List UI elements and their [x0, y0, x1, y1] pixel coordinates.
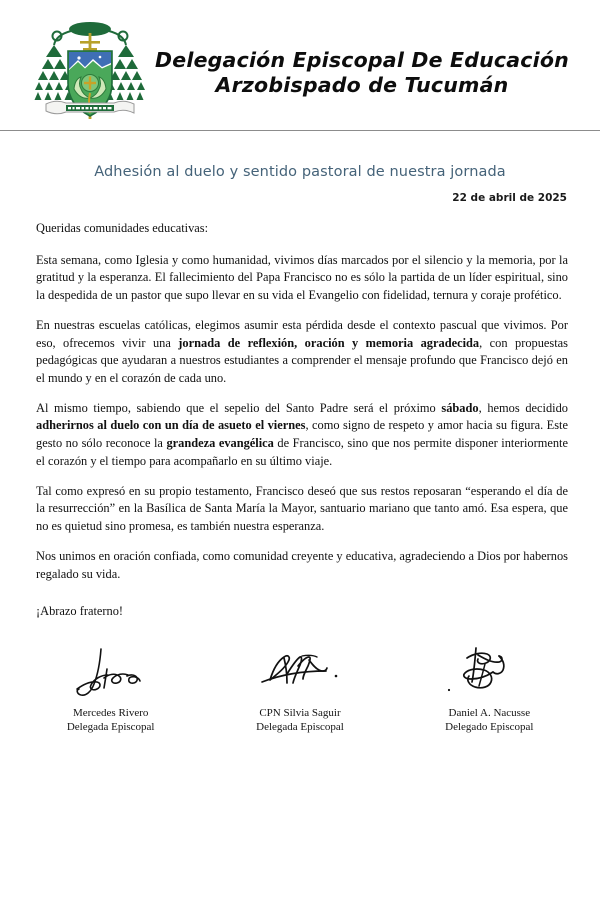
document-header	[0, 0, 600, 128]
emphasis-run: adherirnos al duelo con un día de asueto el viernes	[36, 418, 306, 433]
text-run: Al mismo tiempo, sabiendo que el sepelio del Santo Padre será el próximo	[36, 400, 442, 415]
paragraph-host	[36, 252, 568, 584]
signature-entry	[36, 648, 185, 735]
header-title-line-2: Arzobispado de Tucumán	[215, 73, 509, 97]
signature-mark-icon	[225, 644, 374, 700]
text-run: Tal como expresó en su propio testamento, Francisco deseó que sus restos reposaran “esperando el día de la resurrección” en la Basílica de Santa María la Mayor, santuario mariano que tanto amó. Esa espera, que no es quietud sino promesa, es también nuestra esperanza.	[36, 483, 568, 534]
signature-mark-icon	[36, 648, 185, 704]
text-run: En nuestras escuelas católicas, elegimos asumir esta pérdida desde el contexto pascual que vivimos. Por eso, ofrecemos vivir una	[36, 317, 568, 350]
emphasis-run: grandeza evangélica	[166, 436, 274, 451]
text-run: Esta semana, como Iglesia y como humanidad, vivimos días marcados por el silencio y la memoria, por la gratitud y la esperanza. El fallecimiento del Papa Francisco no es sólo la partida de un líder espiritual, sino la despedida de un pastor que supo llevar en su vida el Evangelio con fidelidad, ternura y coraje profético.	[36, 252, 568, 302]
body-paragraph	[36, 483, 568, 536]
text-run: , hemos decidido	[478, 400, 568, 415]
header-divider	[0, 130, 600, 131]
signature-name: Daniel A. Nacusse	[448, 707, 531, 719]
signature-block	[0, 648, 600, 735]
header-title-line-1: Delegación Episcopal De Educación	[155, 48, 569, 72]
signature-name: CPN Silvia Saguir	[259, 707, 341, 719]
signature-mark-icon	[415, 646, 564, 702]
signature-name: Mercedes Rivero	[72, 707, 149, 719]
signature-role: Delegada Episcopal	[66, 721, 155, 734]
closing-line: ¡Abrazo fraterno!	[36, 604, 124, 619]
body-paragraph	[36, 317, 568, 387]
signature-entry	[415, 648, 564, 735]
signature-entry	[225, 648, 374, 735]
body-paragraph	[36, 400, 568, 470]
document-body	[36, 220, 568, 621]
text-run: , como signo de respeto y amor hacia su figura. Este gesto no sólo reconoce la	[36, 418, 568, 451]
coat-of-arms-icon	[30, 19, 150, 127]
document-title: Adhesión al duelo y sentido pastoral de nuestra jornada	[94, 164, 506, 180]
text-run: de Francisco, sino que nos permite disponer interiormente el corazón y el tiempo para acompañarlo en su último viaje.	[36, 436, 569, 468]
signature-role: Delegada Episcopal	[256, 721, 344, 734]
salutation: Queridas comunidades educativas:	[36, 221, 209, 235]
body-paragraph	[36, 252, 568, 305]
document-date: 22 de abril de 2025	[452, 192, 567, 204]
emphasis-run: sábado	[441, 400, 479, 415]
body-paragraph	[36, 548, 568, 583]
text-run: , con propuestas pedagógicas que ayudaran a nuestros estudiantes a comprender el mensaje profundo que Francisco dejó en el mundo y en el corazón de cada uno.	[36, 335, 568, 385]
signature-role: Delegado Episcopal	[445, 721, 534, 734]
emphasis-run: jornada de reflexión, oración y memoria agradecida	[178, 335, 480, 350]
header-title-group	[150, 48, 600, 98]
text-run: Nos unimos en oración confiada, como comunidad creyente y educativa, agradeciendo a Dios por habernos regalado su vida.	[36, 549, 568, 581]
